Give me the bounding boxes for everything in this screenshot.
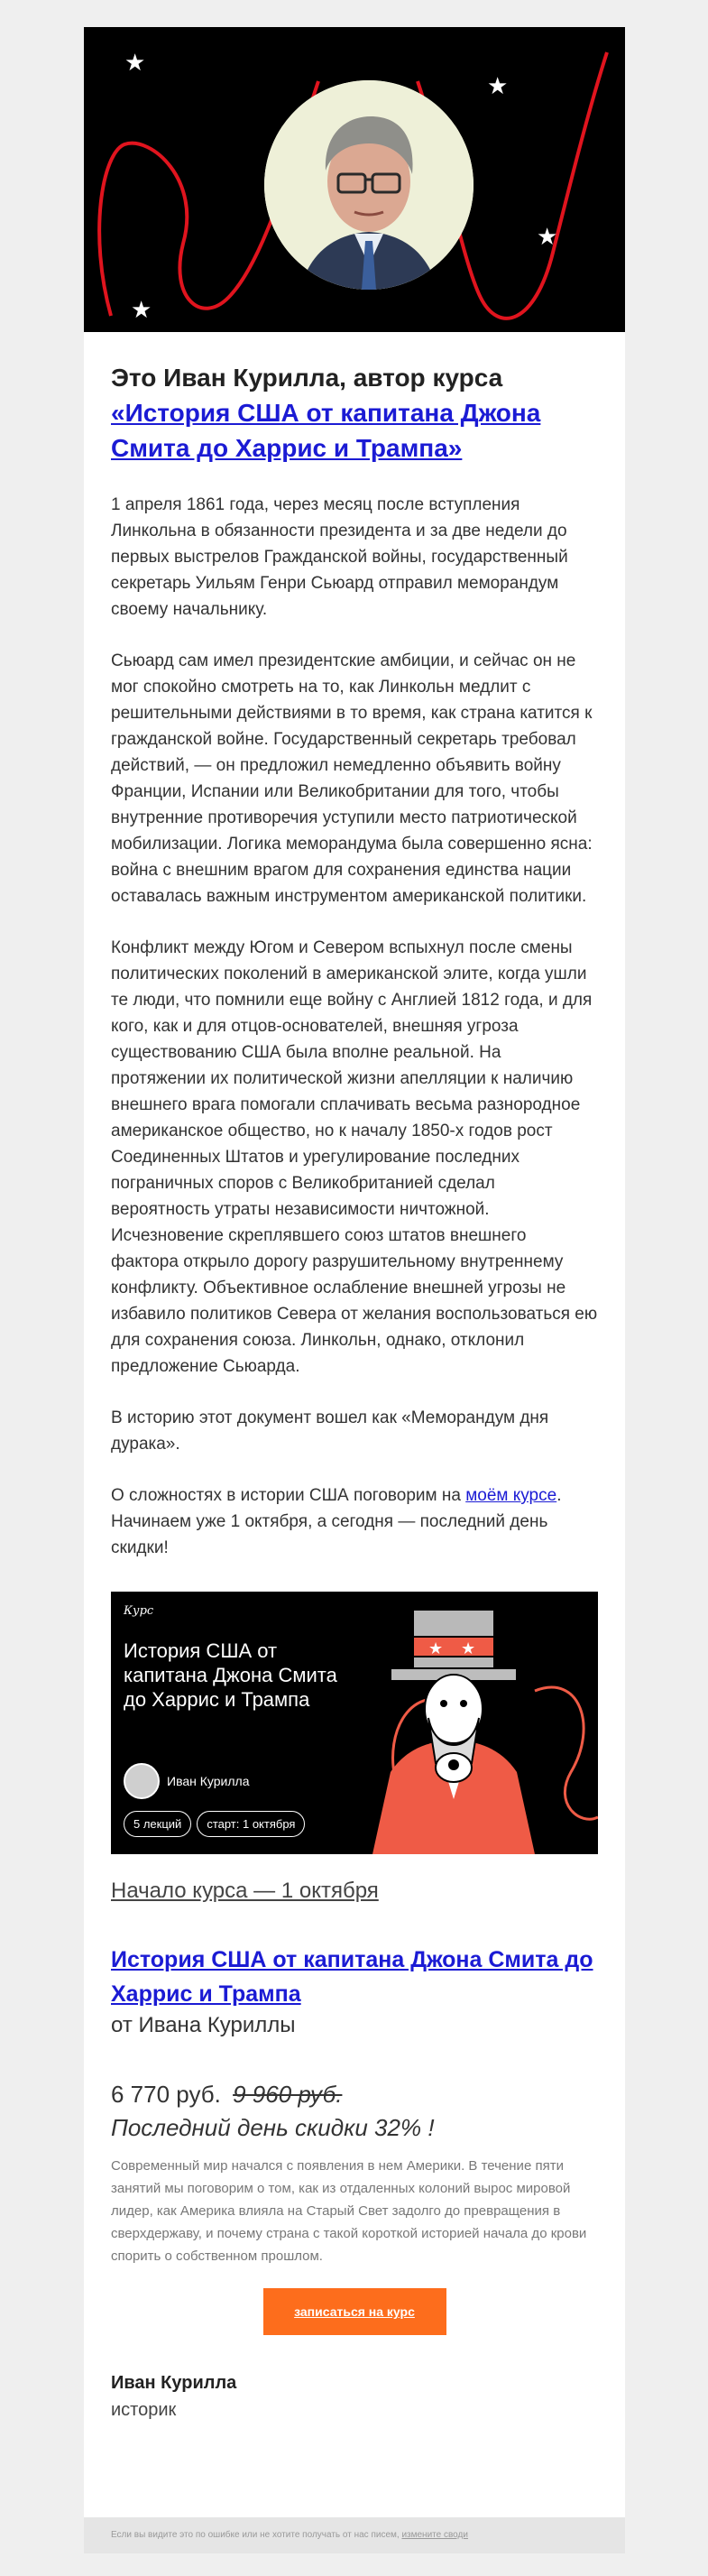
svg-text:★: ★ — [461, 1639, 476, 1658]
star-icon: ★ — [131, 297, 152, 324]
footer-text — [111, 2517, 598, 2553]
uncle-sam-illustration — [111, 1592, 598, 1854]
star-icon: ★ — [537, 224, 558, 251]
intro-title-prefix: Это Иван Курилла, автор курса — [111, 364, 503, 392]
discount-note: Последний день скидки 32% ! — [111, 2114, 435, 2141]
banner-author-name: Иван Курилла — [167, 1774, 250, 1788]
old-price: 9 960 руб. — [233, 2081, 343, 2108]
banner-title: История США от капитана Джона Смита до Харрис и Трампа — [124, 1639, 337, 1711]
course-invite-paragraph — [111, 1482, 598, 1561]
author-portrait — [264, 80, 474, 290]
enroll-button[interactable]: записаться на курс — [263, 2288, 446, 2335]
lectures-chip: 5 лекций — [124, 1811, 191, 1837]
my-course-link[interactable]: моём курсе — [465, 1486, 557, 1505]
email-container — [84, 27, 625, 2553]
price-block — [111, 2081, 598, 2109]
svg-text:★: ★ — [428, 1639, 444, 1658]
intro-heading — [111, 360, 598, 466]
course-author: от Ивана Куриллы — [111, 2013, 296, 2037]
signature-role: историк — [111, 2400, 177, 2420]
course-page-link[interactable]: История США от капитана Джона Смита до Харрис и Трампа — [111, 1947, 593, 2007]
footer — [84, 2517, 625, 2553]
course-title-link[interactable]: «История США от капитана Джона Смита до Харрис и Трампа» — [111, 399, 541, 462]
course-heading — [111, 1943, 598, 2011]
course-start-date: Начало курса — 1 октября — [111, 1879, 379, 1903]
cta-wrapper — [111, 2288, 598, 2335]
body-paragraph: В историю этот документ вошел как «Меморандум дня дурака». — [111, 1408, 549, 1454]
manage-subscription-link[interactable]: измените своди — [401, 2530, 468, 2540]
body-paragraph: 1 апреля 1861 года, через месяц после вступления Линкольна в обязанности президента и за две недели до первых выстрелов Гражданской войны, государственный секретарь Уильям Генри Сьюард отправил меморандум своему начальнику. — [111, 495, 568, 619]
star-icon: ★ — [124, 50, 146, 77]
star-icon: ★ — [487, 73, 509, 100]
course-banner[interactable] — [111, 1592, 598, 1854]
hero-image — [84, 27, 625, 332]
body-paragraph: Сьюард сам имел президентские амбиции, и сейчас он не мог спокойно смотреть на то, как Линкольн медлит с решительными действиями в то время, как страна катится к гражданской войне. Государственный секретарь требовал действий, — он предложил немедленно объявить войну Франции, Испании или Великобритании для того, чтобы внутренние противоречия уступили место патриотической мобилизации. Логика меморандума была совершенно ясна: война с внешним врагом для сохранения единства нации оставалась важным инструментом американской политики. — [111, 651, 593, 906]
banner-logo: Курс — [124, 1604, 154, 1618]
current-price: 6 770 руб. — [111, 2081, 221, 2108]
invite-text-end: . Начинаем уже 1 октября, а сегодня — последний день скидки! — [111, 1486, 562, 1557]
start-chip: старт: 1 октября — [197, 1811, 305, 1837]
footer-notice: Если вы видите это по ошибке или не хотите получать от нас писем, — [111, 2530, 402, 2540]
invite-text: О сложностях в истории США поговорим на — [111, 1486, 466, 1505]
body-paragraph: Конфликт между Югом и Севером вспыхнул после смены политических поколений в американской элите, когда ушли те люди, что помнили еще войну с Англией 1812 года, и для кого, как и для отцов-основателей, внешняя угроза существованию США была вполне реальной. На протяжении их политической жизни апелляции к наличию внешнего врага помогали сплачивать весьма разнородное американское общество, но к началу 1850-х годов рост Соединенных Штатов и урегулирование последних пограничных споров с Великобританией сделал вероятность утраты независимости ничтожной. Исчезновение скреплявшего союз штатов внешнего фактора открыло дорогу разрушительному внутреннему конфликту. Объективное ослабление внешней угрозы не избавило политиков Севера от желания воспользоваться ею для сохранения союза. Линкольн, однако, отклонил предложение Сьюарда. — [111, 938, 598, 1376]
signature-name: Иван Курилла — [111, 2373, 237, 2393]
course-description: Современный мир начался с появления в нем Америки. В течение пяти занятий мы поговорим о том, как из отдаленных колоний вырос мировой лидер, как Америка влияла на Старый Свет задолго до превращения в сверхдержаву, и почему страна с такой короткой историей начала до крови спорить о собственном прошлом. — [111, 2158, 587, 2264]
